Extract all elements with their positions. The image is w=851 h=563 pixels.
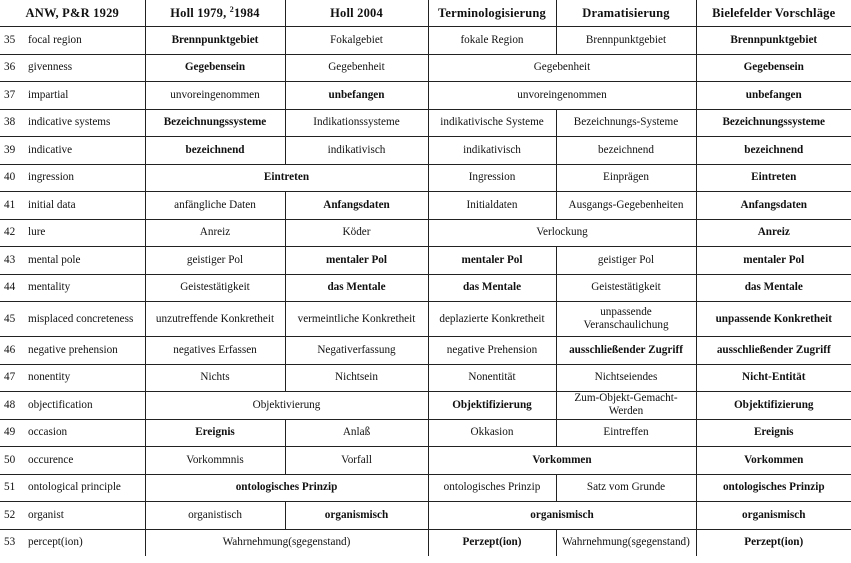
column-header: Terminologisierung — [428, 0, 556, 27]
table-row — [0, 447, 851, 475]
translation-cell: Gegebensein — [696, 54, 851, 82]
translation-cell: fokale Region — [428, 27, 556, 55]
translation-cell: Nonentität — [428, 364, 556, 392]
translation-cell: Objektifizierung — [696, 392, 851, 420]
translation-cell: Fokalgebiet — [285, 27, 428, 55]
translation-cell: Anfangsdaten — [696, 192, 851, 220]
english-term: focal region — [28, 33, 82, 46]
row-number: 48 — [4, 398, 16, 411]
row-number: 45 — [4, 312, 16, 325]
english-term-cell — [0, 192, 145, 220]
english-term-cell — [0, 109, 145, 137]
translation-cell: unpassende Konkretheit — [696, 302, 851, 337]
translation-cell: Zum-Objekt-Gemacht-Werden — [556, 392, 696, 420]
english-term: indicative — [28, 143, 73, 156]
english-term-cell — [0, 302, 145, 337]
english-term-cell — [0, 274, 145, 302]
row-number: 53 — [4, 536, 16, 549]
translation-cell: Anreiz — [696, 219, 851, 247]
translation-cell: Eintreten — [696, 164, 851, 192]
translation-cell: unpassende Veranschaulichung — [556, 302, 696, 337]
translation-cell: Nichts — [145, 364, 285, 392]
translation-cell: Brennpunktgebiet — [556, 27, 696, 55]
translation-cell: Wahrnehmung(sgegenstand) — [556, 529, 696, 556]
row-number: 49 — [4, 426, 16, 439]
english-term-cell — [0, 164, 145, 192]
english-term: impartial — [28, 88, 69, 101]
header-row — [0, 0, 851, 27]
translation-cell: mentaler Pol — [428, 247, 556, 275]
english-term-cell — [0, 529, 145, 556]
translation-cell: Anlaß — [285, 419, 428, 447]
row-number: 42 — [4, 226, 16, 239]
translation-cell: Geistestätigkeit — [556, 274, 696, 302]
translation-cell: Brennpunktgebiet — [696, 27, 851, 55]
translation-cell: geistiger Pol — [145, 247, 285, 275]
translation-cell: Nicht-Entität — [696, 364, 851, 392]
row-number: 50 — [4, 453, 16, 466]
table-body — [0, 27, 851, 557]
translation-cell: Nichtseiendes — [556, 364, 696, 392]
translation-cell: Verlockung — [428, 219, 696, 247]
english-term: ingression — [28, 171, 74, 184]
english-term: mental pole — [28, 253, 81, 266]
row-number: 39 — [4, 143, 16, 156]
translation-cell: Bezeichnungs-Systeme — [556, 109, 696, 137]
translation-cell: Brennpunktgebiet — [145, 27, 285, 55]
translation-cell: Gegebenheit — [428, 54, 696, 82]
english-term: organist — [28, 508, 64, 521]
table-row — [0, 419, 851, 447]
row-number: 36 — [4, 61, 16, 74]
translation-cell: indikativische Systeme — [428, 109, 556, 137]
table-row — [0, 474, 851, 502]
english-term-cell — [0, 419, 145, 447]
table-row — [0, 164, 851, 192]
english-term-cell — [0, 337, 145, 365]
translation-cell: bezeichnend — [145, 137, 285, 165]
table-row — [0, 82, 851, 110]
table-row — [0, 137, 851, 165]
translation-cell: Ereignis — [145, 419, 285, 447]
translation-cell: bezeichnend — [696, 137, 851, 165]
english-term: occurence — [28, 453, 74, 466]
translation-cell: Satz vom Grunde — [556, 474, 696, 502]
translation-cell: Bezeichnungssysteme — [145, 109, 285, 137]
translation-cell: organistisch — [145, 502, 285, 530]
translation-cell: unbefangen — [696, 82, 851, 110]
english-term: ontological principle — [28, 481, 121, 494]
table-row — [0, 502, 851, 530]
translation-cell: anfängliche Daten — [145, 192, 285, 220]
translation-cell: ausschließender Zugriff — [556, 337, 696, 365]
translation-cell: ontologisches Prinzip — [696, 474, 851, 502]
row-number: 51 — [4, 481, 16, 494]
english-term-cell — [0, 247, 145, 275]
row-number: 52 — [4, 508, 16, 521]
translation-cell: negatives Erfassen — [145, 337, 285, 365]
english-term-cell — [0, 474, 145, 502]
translation-cell: bezeichnend — [556, 137, 696, 165]
row-number: 38 — [4, 116, 16, 129]
translation-cell: Gegebensein — [145, 54, 285, 82]
english-term: initial data — [28, 198, 76, 211]
translation-cell: Vorkommen — [428, 447, 696, 475]
translation-cell: organismisch — [428, 502, 696, 530]
translation-cell: Gegebenheit — [285, 54, 428, 82]
translation-cell: ontologisches Prinzip — [145, 474, 428, 502]
row-number: 37 — [4, 88, 16, 101]
column-header: Dramatisierung — [556, 0, 696, 27]
table-row — [0, 247, 851, 275]
english-term-cell — [0, 364, 145, 392]
english-term-cell — [0, 447, 145, 475]
english-term: misplaced concreteness — [28, 312, 134, 325]
row-number: 40 — [4, 171, 16, 184]
table-row — [0, 274, 851, 302]
translation-cell: vermeintliche Konkretheit — [285, 302, 428, 337]
translation-cell: mentaler Pol — [285, 247, 428, 275]
translation-cell: indikativisch — [428, 137, 556, 165]
english-term: givenness — [28, 61, 73, 74]
row-number: 35 — [4, 33, 16, 46]
translation-cell: Geistestätigkeit — [145, 274, 285, 302]
translation-cell: organismisch — [285, 502, 428, 530]
english-term: nonentity — [28, 371, 71, 384]
row-number: 41 — [4, 198, 16, 211]
translation-cell: das Mentale — [285, 274, 428, 302]
table-row — [0, 54, 851, 82]
table-row — [0, 109, 851, 137]
translation-cell: Köder — [285, 219, 428, 247]
translation-cell: indikativisch — [285, 137, 428, 165]
row-number: 47 — [4, 371, 16, 384]
translation-cell: Perzept(ion) — [696, 529, 851, 556]
english-term: lure — [28, 226, 46, 239]
translation-cell: unvoreingenommen — [145, 82, 285, 110]
translation-cell: negative Prehension — [428, 337, 556, 365]
english-term-cell — [0, 219, 145, 247]
table-row — [0, 364, 851, 392]
table-row — [0, 27, 851, 55]
translation-cell: das Mentale — [696, 274, 851, 302]
translation-cell: Ausgangs-Gegebenheiten — [556, 192, 696, 220]
english-term: occasion — [28, 426, 68, 439]
english-term: mentality — [28, 281, 71, 294]
translation-cell: Einprägen — [556, 164, 696, 192]
table-row — [0, 392, 851, 420]
row-number: 43 — [4, 253, 16, 266]
translation-cell: organismisch — [696, 502, 851, 530]
translation-cell: Objektifizierung — [428, 392, 556, 420]
column-header: Bielefelder Vorschläge — [696, 0, 851, 27]
translation-cell: Anreiz — [145, 219, 285, 247]
english-term-cell — [0, 27, 145, 55]
english-term: indicative systems — [28, 116, 111, 129]
row-number: 46 — [4, 343, 16, 356]
translation-cell: unvoreingenommen — [428, 82, 696, 110]
translation-cell: deplazierte Konkretheit — [428, 302, 556, 337]
english-term: negative prehension — [28, 343, 118, 356]
table-row — [0, 192, 851, 220]
translation-cell: Bezeichnungssysteme — [696, 109, 851, 137]
translation-cell: Initialdaten — [428, 192, 556, 220]
row-number: 44 — [4, 281, 16, 294]
translation-cell: Eintreffen — [556, 419, 696, 447]
table-row — [0, 337, 851, 365]
translation-cell: Nichtsein — [285, 364, 428, 392]
translation-cell: Vorkommen — [696, 447, 851, 475]
translation-cell: geistiger Pol — [556, 247, 696, 275]
english-term: percept(ion) — [28, 536, 83, 549]
english-term-cell — [0, 82, 145, 110]
translation-cell: Vorkommnis — [145, 447, 285, 475]
translation-cell: unzutreffende Konkretheit — [145, 302, 285, 337]
translation-cell: das Mentale — [428, 274, 556, 302]
table-row — [0, 302, 851, 337]
english-term: objectification — [28, 398, 93, 411]
translation-cell: Negativerfassung — [285, 337, 428, 365]
translation-cell: Eintreten — [145, 164, 428, 192]
translation-cell: mentaler Pol — [696, 247, 851, 275]
table-row — [0, 529, 851, 556]
english-term-cell — [0, 137, 145, 165]
translation-cell: Wahrnehmung(sgegenstand) — [145, 529, 428, 556]
translation-cell: Ereignis — [696, 419, 851, 447]
translation-cell: Vorfall — [285, 447, 428, 475]
english-term-cell — [0, 502, 145, 530]
translation-cell: Indikationssysteme — [285, 109, 428, 137]
translation-cell: Okkasion — [428, 419, 556, 447]
translation-cell: ontologisches Prinzip — [428, 474, 556, 502]
column-header: Holl 2004 — [285, 0, 428, 27]
translation-cell: Perzept(ion) — [428, 529, 556, 556]
translation-cell: ausschließender Zugriff — [696, 337, 851, 365]
table-row — [0, 219, 851, 247]
translation-cell: Anfangsdaten — [285, 192, 428, 220]
translation-cell: Objektivierung — [145, 392, 428, 420]
translation-cell: Ingression — [428, 164, 556, 192]
english-term-cell — [0, 392, 145, 420]
translation-cell: unbefangen — [285, 82, 428, 110]
column-header: Holl 1979, $^2$1984 — [145, 0, 285, 27]
english-term-cell — [0, 54, 145, 82]
column-header: ANW, P&R 1929 — [0, 0, 145, 27]
